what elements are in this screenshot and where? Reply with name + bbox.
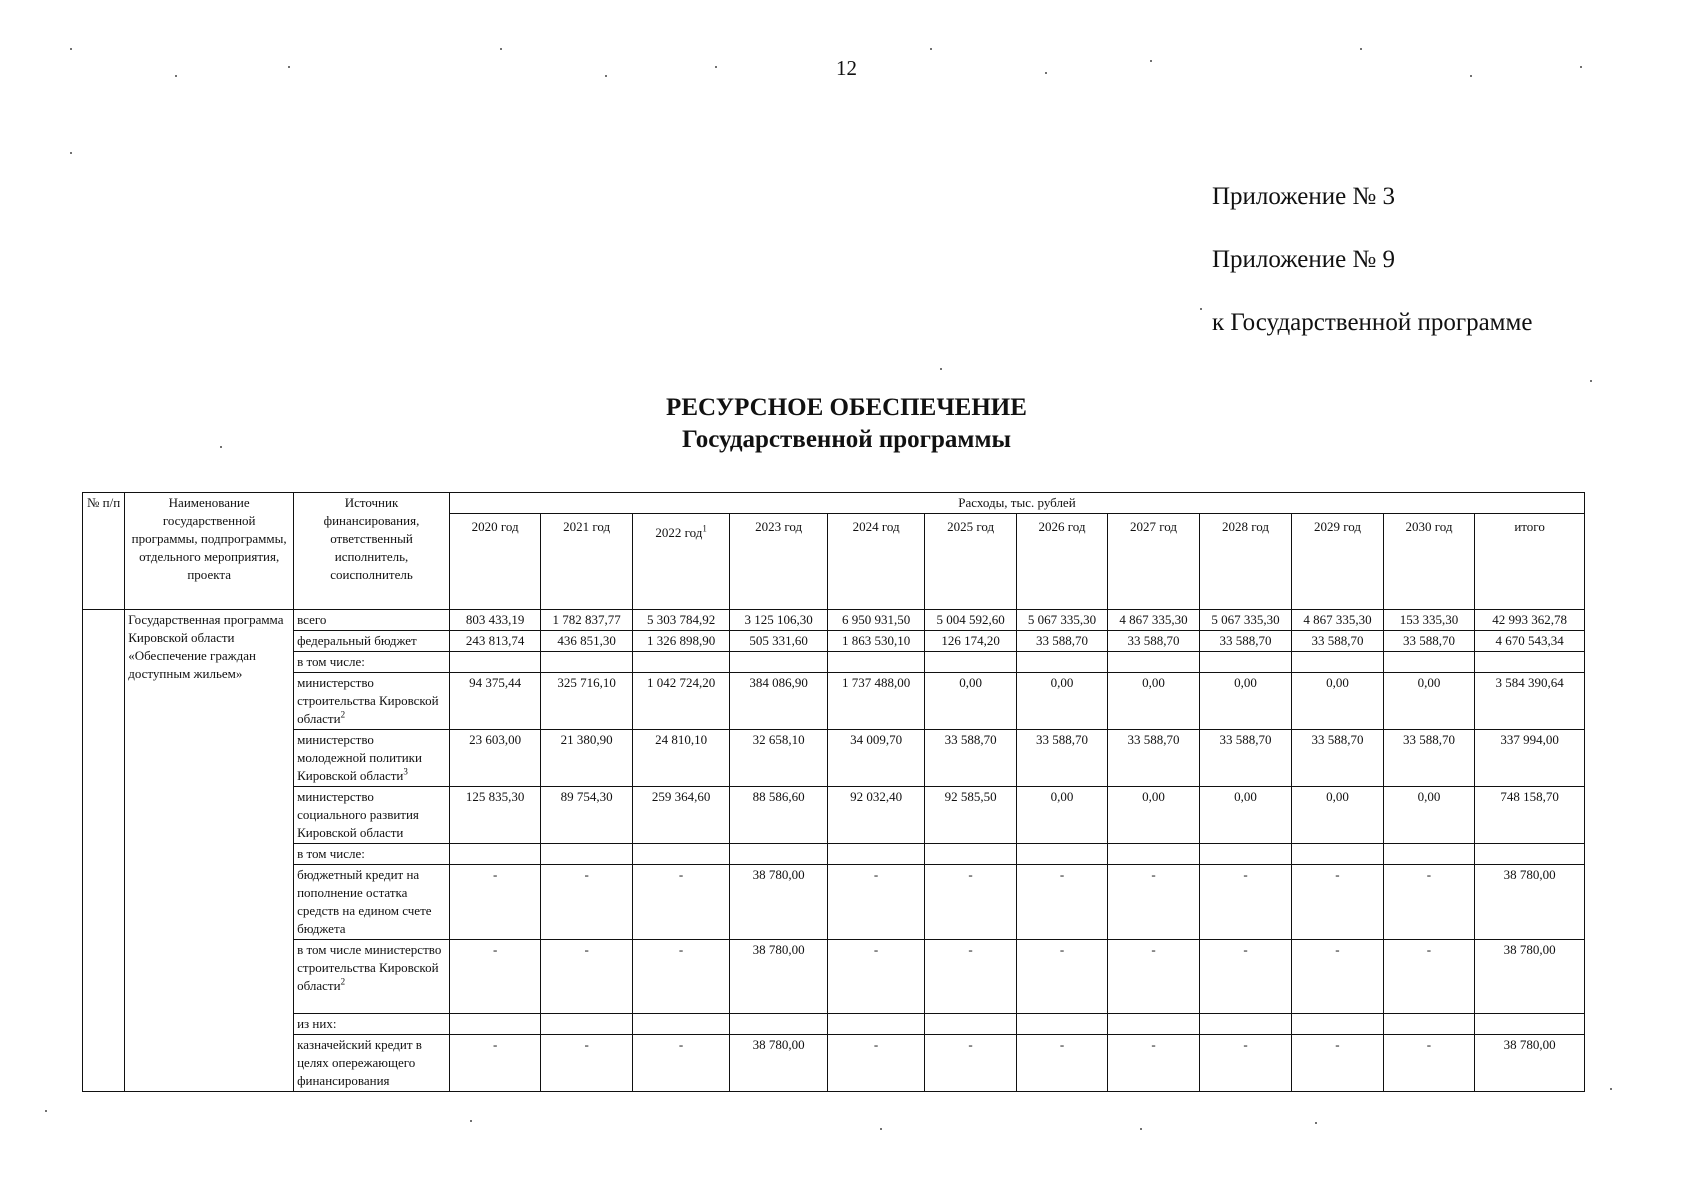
value-cell: 0,00: [1292, 787, 1383, 844]
source-cell: из них:: [294, 1014, 450, 1035]
value-cell: 126 174,20: [925, 631, 1016, 652]
value-cell: -: [925, 940, 1016, 1014]
table-row: [83, 787, 1585, 844]
value-cell: 1 782 837,77: [541, 610, 632, 631]
value-cell: 94 375,44: [449, 673, 540, 730]
header-expenses: Расходы, тыс. рублей: [449, 493, 1584, 514]
source-cell: бюджетный кредит на пополнение остатка средств на едином счете бюджета: [294, 865, 450, 940]
value-cell: 33 588,70: [1292, 730, 1383, 787]
value-cell: -: [449, 1035, 540, 1092]
total-value-cell: 748 158,70: [1475, 787, 1585, 844]
total-value-cell: 337 994,00: [1475, 730, 1585, 787]
value-cell: [827, 1014, 925, 1035]
value-cell: 38 780,00: [730, 865, 828, 940]
value-cell: -: [541, 865, 632, 940]
source-cell: всего: [294, 610, 450, 631]
header-year: 2028 год: [1199, 514, 1291, 610]
header-num: № п/п: [83, 493, 125, 610]
title-line-1: РЕСУРСНОЕ ОБЕСПЕЧЕНИЕ: [666, 394, 1027, 421]
header-year: 2021 год: [541, 514, 632, 610]
value-cell: -: [1199, 1035, 1291, 1092]
source-cell: в том числе:: [294, 844, 450, 865]
value-cell: 384 086,90: [730, 673, 828, 730]
value-cell: 0,00: [1108, 787, 1199, 844]
table-row: [83, 652, 1585, 673]
value-cell: -: [1199, 940, 1291, 1014]
value-cell: -: [1383, 1035, 1474, 1092]
value-cell: 32 658,10: [730, 730, 828, 787]
header-name: Наименование государственной программы, подпрограммы, отдельного мероприятия, проекта: [125, 493, 294, 610]
header-year: 2024 год: [827, 514, 925, 610]
footnote-mark: 2: [340, 976, 346, 987]
value-cell: 21 380,90: [541, 730, 632, 787]
total-value-cell: [1475, 652, 1585, 673]
total-value-cell: [1475, 844, 1585, 865]
value-cell: 34 009,70: [827, 730, 925, 787]
value-cell: 803 433,19: [449, 610, 540, 631]
value-cell: 33 588,70: [1383, 730, 1474, 787]
value-cell: 0,00: [1199, 787, 1291, 844]
source-cell: в том числе министерство строительства Кировской области$^2$: [294, 940, 450, 1014]
table-row: [83, 940, 1585, 1014]
footnote-mark: 1: [702, 523, 707, 534]
value-cell: -: [827, 1035, 925, 1092]
value-cell: [449, 1014, 540, 1035]
value-cell: -: [1292, 1035, 1383, 1092]
appendix-line-1: Приложение № 3: [1212, 183, 1396, 210]
value-cell: 325 716,10: [541, 673, 632, 730]
value-cell: [1108, 844, 1199, 865]
value-cell: [541, 1014, 632, 1035]
value-cell: -: [1108, 1035, 1199, 1092]
value-cell: [1292, 652, 1383, 673]
value-cell: 92 585,50: [925, 787, 1016, 844]
source-cell: министерство молодежной политики Кировской области$^3$: [294, 730, 450, 787]
source-cell: федеральный бюджет: [294, 631, 450, 652]
header-year: 2022 год$^1$: [632, 514, 730, 610]
total-value-cell: 38 780,00: [1475, 940, 1585, 1014]
header-year: 2025 год: [925, 514, 1016, 610]
value-cell: 0,00: [925, 673, 1016, 730]
value-cell: -: [925, 1035, 1016, 1092]
value-cell: [1292, 1014, 1383, 1035]
source-cell: министерство строительства Кировской области$^2$: [294, 673, 450, 730]
resource-table: [82, 492, 1585, 1092]
value-cell: 33 588,70: [1383, 631, 1474, 652]
total-value-cell: 42 993 362,78: [1475, 610, 1585, 631]
value-cell: -: [1292, 865, 1383, 940]
value-cell: 33 588,70: [1016, 631, 1107, 652]
value-cell: -: [632, 1035, 730, 1092]
value-cell: 153 335,30: [1383, 610, 1474, 631]
value-cell: 3 125 106,30: [730, 610, 828, 631]
value-cell: [1016, 652, 1107, 673]
value-cell: [632, 1014, 730, 1035]
page-number: 12: [836, 56, 857, 80]
value-cell: 33 588,70: [1108, 730, 1199, 787]
value-cell: 5 067 335,30: [1199, 610, 1291, 631]
value-cell: -: [449, 865, 540, 940]
header-year: 2023 год: [730, 514, 828, 610]
table-row: [83, 1014, 1585, 1035]
value-cell: 0,00: [1016, 787, 1107, 844]
footnote-mark: 2: [340, 709, 346, 720]
value-cell: 38 780,00: [730, 1035, 828, 1092]
value-cell: [730, 1014, 828, 1035]
value-cell: [730, 844, 828, 865]
value-cell: 4 867 335,30: [1292, 610, 1383, 631]
total-value-cell: 3 584 390,64: [1475, 673, 1585, 730]
value-cell: 5 067 335,30: [1016, 610, 1107, 631]
value-cell: -: [1383, 865, 1474, 940]
value-cell: -: [1292, 940, 1383, 1014]
value-cell: [1016, 1014, 1107, 1035]
value-cell: [1383, 844, 1474, 865]
value-cell: -: [541, 1035, 632, 1092]
source-cell: казначейский кредит в целях опережающего финансирования: [294, 1035, 450, 1092]
value-cell: 33 588,70: [1199, 631, 1291, 652]
header-year: итого: [1475, 514, 1585, 610]
value-cell: 1 863 530,10: [827, 631, 925, 652]
value-cell: [1383, 1014, 1474, 1035]
value-cell: 0,00: [1199, 673, 1291, 730]
value-cell: 38 780,00: [730, 940, 828, 1014]
value-cell: [1108, 1014, 1199, 1035]
value-cell: 33 588,70: [1199, 730, 1291, 787]
value-cell: 92 032,40: [827, 787, 925, 844]
value-cell: [541, 652, 632, 673]
value-cell: -: [632, 865, 730, 940]
value-cell: 1 042 724,20: [632, 673, 730, 730]
value-cell: 5 004 592,60: [925, 610, 1016, 631]
total-value-cell: 38 780,00: [1475, 1035, 1585, 1092]
value-cell: -: [632, 940, 730, 1014]
value-cell: 125 835,30: [449, 787, 540, 844]
value-cell: 23 603,00: [449, 730, 540, 787]
value-cell: [449, 844, 540, 865]
table-row: [83, 865, 1585, 940]
value-cell: [925, 844, 1016, 865]
appendix-line-2: Приложение № 9: [1212, 246, 1396, 273]
value-cell: -: [1383, 940, 1474, 1014]
value-cell: 436 851,30: [541, 631, 632, 652]
row-number-cell: [83, 610, 125, 1092]
value-cell: 0,00: [1016, 673, 1107, 730]
value-cell: 505 331,60: [730, 631, 828, 652]
value-cell: [925, 652, 1016, 673]
value-cell: -: [1016, 865, 1107, 940]
value-cell: -: [1199, 865, 1291, 940]
value-cell: [827, 844, 925, 865]
table-row: [83, 730, 1585, 787]
value-cell: 33 588,70: [1016, 730, 1107, 787]
value-cell: 0,00: [1108, 673, 1199, 730]
title-line-2: Государственной программы: [681, 426, 1012, 453]
value-cell: -: [1016, 1035, 1107, 1092]
value-cell: 1 737 488,00: [827, 673, 925, 730]
value-cell: 6 950 931,50: [827, 610, 925, 631]
value-cell: 0,00: [1383, 673, 1474, 730]
value-cell: 33 588,70: [925, 730, 1016, 787]
value-cell: 33 588,70: [1108, 631, 1199, 652]
total-value-cell: 38 780,00: [1475, 865, 1585, 940]
value-cell: 0,00: [1383, 787, 1474, 844]
header-year: 2029 год: [1292, 514, 1383, 610]
value-cell: [1383, 652, 1474, 673]
total-value-cell: [1475, 1014, 1585, 1035]
value-cell: 1 326 898,90: [632, 631, 730, 652]
value-cell: -: [449, 940, 540, 1014]
table-row: [83, 610, 1585, 631]
document-title: [0, 392, 1693, 456]
value-cell: [449, 652, 540, 673]
value-cell: 0,00: [1292, 673, 1383, 730]
value-cell: -: [1108, 865, 1199, 940]
value-cell: -: [1016, 940, 1107, 1014]
header-year: 2030 год: [1383, 514, 1474, 610]
value-cell: -: [541, 940, 632, 1014]
source-cell: в том числе:: [294, 652, 450, 673]
header-year: 2027 год: [1108, 514, 1199, 610]
value-cell: [1108, 652, 1199, 673]
value-cell: [1199, 652, 1291, 673]
header-year: 2020 год: [449, 514, 540, 610]
value-cell: [925, 1014, 1016, 1035]
value-cell: [827, 652, 925, 673]
value-cell: -: [925, 865, 1016, 940]
value-cell: 89 754,30: [541, 787, 632, 844]
table-row: [83, 631, 1585, 652]
value-cell: 88 586,60: [730, 787, 828, 844]
value-cell: 243 813,74: [449, 631, 540, 652]
table-row: [83, 1035, 1585, 1092]
value-cell: -: [827, 940, 925, 1014]
footnote-mark: 3: [403, 766, 408, 777]
value-cell: -: [827, 865, 925, 940]
value-cell: [632, 844, 730, 865]
value-cell: 33 588,70: [1292, 631, 1383, 652]
value-cell: [730, 652, 828, 673]
total-value-cell: 4 670 543,34: [1475, 631, 1585, 652]
table-row: [83, 673, 1585, 730]
header-source: Источник финансирования, ответственный исполнитель, соисполнитель: [294, 493, 450, 610]
value-cell: [632, 652, 730, 673]
value-cell: [1199, 844, 1291, 865]
value-cell: [1199, 1014, 1291, 1035]
header-year: 2026 год: [1016, 514, 1107, 610]
source-cell: министерство социального развития Кировской области: [294, 787, 450, 844]
table-row: [83, 844, 1585, 865]
value-cell: -: [1108, 940, 1199, 1014]
program-name-cell: Государственная программа Кировской области «Обеспечение граждан доступным жильем»: [125, 610, 294, 1092]
appendix-line-3: к Государственной программе: [1212, 309, 1533, 336]
value-cell: [1292, 844, 1383, 865]
value-cell: 5 303 784,92: [632, 610, 730, 631]
value-cell: [541, 844, 632, 865]
value-cell: 4 867 335,30: [1108, 610, 1199, 631]
value-cell: 24 810,10: [632, 730, 730, 787]
value-cell: [1016, 844, 1107, 865]
value-cell: 259 364,60: [632, 787, 730, 844]
